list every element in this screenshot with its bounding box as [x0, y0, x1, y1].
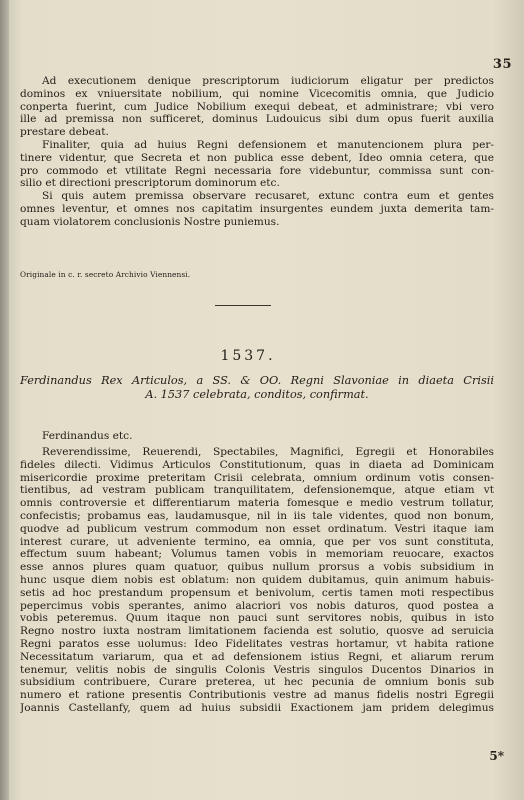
text-line: pepercimus vobis sperantes, animo alacriori vos nobis daturos, quod postea a	[20, 599, 494, 612]
source-note: Originale in c. r. secreto Archivio Viennensi.	[20, 270, 191, 279]
document-heading	[20, 374, 494, 402]
text-line: quam violatorem conclusionis Nostre puniemus.	[20, 215, 280, 228]
book-spine-shadow	[0, 0, 9, 800]
text-line: Regni paratos esse uolumus: Ideo Fidelitates vestras hortamur, vt habita ratione	[20, 637, 494, 650]
top-paragraphs	[20, 75, 494, 229]
text-line: conperta fuerint, cum Judice Nobilium exequi debeat, et administrare; vbi vero	[20, 100, 494, 113]
text-line: quodve ad publicum vestrum commodum non esset ordinatum. Vestri itaque iam	[20, 522, 494, 535]
heading-line-1: Ferdinandus Rex Articulos, a SS. & OO. Regni Slavoniae in diaeta Crisii	[20, 374, 494, 387]
text-line: esse annos plures quam quatuor, quibus nullum prorsus a vobis subsidium in	[20, 561, 494, 574]
text-line: Necessitatum variarum, qua et ad defensionem istius Regni, et aliarum rerum	[20, 650, 494, 663]
text-line: Joannis Castellanfy, quem ad huius subsidii Exactionem jam pridem delegimus	[20, 701, 494, 714]
text-line: Ad executionem denique prescriptorum iudiciorum eligatur per predictos	[42, 75, 494, 87]
text-line: subsidium contribuere, Curare preterea, ut hec pecunia de omnium bonis sub	[20, 676, 494, 689]
text-line: omnes leventur, et omnes nos capitatim insurgentes eundem juxta demerita tam-	[20, 202, 494, 215]
text-line: ille ad premissa non sufficeret, dominus Ludouicus sibi dum opus fuerit auxilia	[20, 113, 494, 126]
text-line: dominos ex vniuersitate nobilium, qui nomine Vicecomitis omnia, que Judicio	[20, 87, 494, 100]
text-line: interest curare, ut adveniente termino, ea omnia, que per vos sunt constituta,	[20, 535, 494, 548]
signature-mark: 5*	[489, 749, 504, 763]
text-line: prestare debeat.	[20, 126, 109, 139]
document-year: 1537.	[220, 348, 276, 364]
text-line: tinere videntur, que Secreta et non publica esse debent, Ideo omnia cetera, que	[20, 151, 494, 164]
text-line: pro commodo et vtilitate Regni necessaria fore videbuntur, commissa sunt con-	[20, 164, 494, 177]
page-number: 35	[492, 57, 512, 72]
text-line: Si quis autem premissa observare recusaret, extunc contra eum et gentes	[42, 190, 494, 203]
text-line: confecistis; probamus eas, laudamusque, nil in iis tale videntes, quod non bonum,	[20, 509, 494, 522]
text-line: Reverendissime, Reuerendi, Spectabiles, Magnifici, Egregii et Honorabiles	[42, 446, 494, 458]
text-line: effectum suum habeant; Volumus tamen vobis in memoriam reuocare, exactos	[20, 548, 494, 561]
text-line: vobis peteremus. Quum itaque non pauci sunt servitores nobis, quibus in isto	[20, 612, 494, 625]
text-line: Finaliter, quia ad huius Regni defensionem et manutencionem plura per-	[42, 138, 494, 151]
text-line: tenemur, velitis nobis de singulis Colonis Vestris singulos Ducentos Dinarios in	[20, 663, 494, 676]
text-line: tientibus, ad vestram publicam tranquilitatem, defensionemque, atque etiam vt	[20, 484, 494, 497]
heading-line-2: A. 1537 celebrata, conditos, confirmat.	[145, 388, 369, 401]
text-line: Regno nostro iuxta nostram limitationem facienda est solutio, quosve ad seruicia	[20, 625, 494, 638]
text-line: setis ad hoc prestandum propensum et benivolum, certis tamen moti respectibus	[20, 586, 494, 599]
letter-body	[20, 446, 494, 715]
text-line: hunc usque diem nobis est oblatum: non quidem dubitamus, quin animum habuis-	[20, 573, 494, 586]
salutation: Ferdinandus etc.	[42, 430, 133, 442]
text-line: fideles dilecti. Vidimus Articulos Constitutionum, quas in diaeta ad Dominicam	[20, 458, 494, 471]
text-line: misericordie proxime preteritam Crisii celebrata, omnium ordinum votis consen-	[20, 471, 494, 484]
text-line: silio et directioni prescriptorum dominorum etc.	[20, 177, 280, 190]
text-line: numero et ratione presentis Contributionis vestre ad manus fidelis nostri Egregii	[20, 689, 494, 702]
section-divider	[215, 305, 271, 306]
text-line: omnis controversie et differentiarum materia fomesque e medio vestrum tollatur,	[20, 497, 494, 510]
